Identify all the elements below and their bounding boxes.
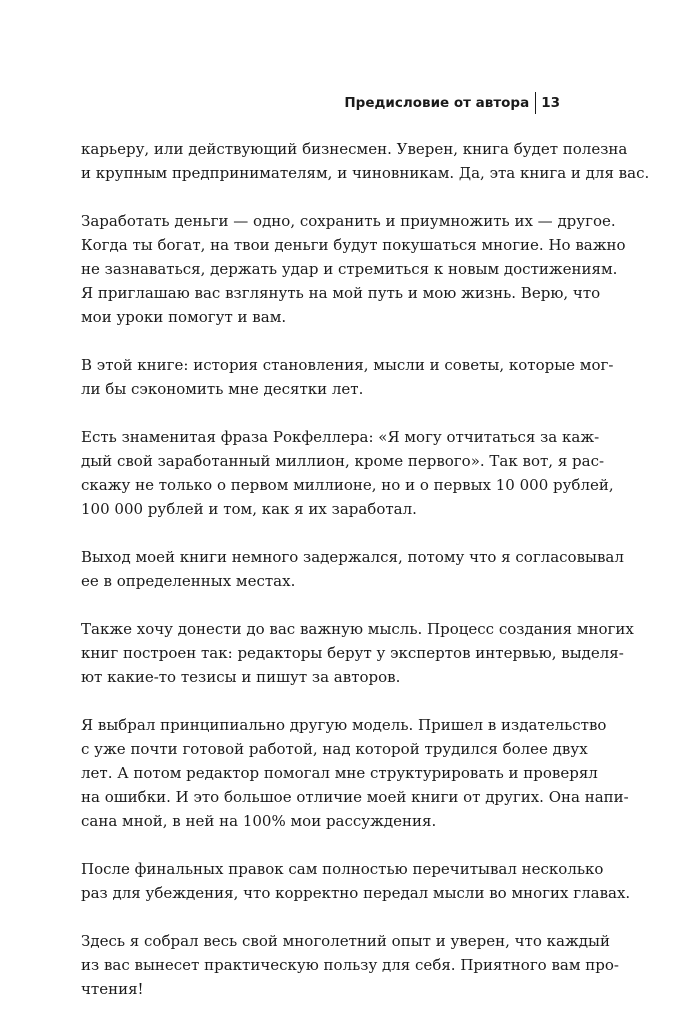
- chapter-title: Предисловие от автора: [344, 95, 530, 111]
- paragraph: [81, 353, 614, 401]
- text-line: из вас вынесет практическую пользу для себя. Приятного вам про-: [81, 956, 619, 974]
- text-line: Я приглашаю вас взглянуть на мой путь и мою жизнь. Верю, что: [81, 284, 601, 302]
- text-line: ли бы сэкономить мне десятки лет.: [81, 380, 364, 398]
- text-line: карьеру, или действующий бизнесмен. Уверен, книга будет полезна: [81, 140, 628, 158]
- text-line: дый свой заработанный миллион, кроме первого». Так вот, я рас-: [81, 452, 605, 470]
- text-line: и крупным предпринимателям, и чиновникам. Да, эта книга и для вас.: [81, 164, 650, 182]
- text-line: Выход моей книги немного задержался, потому что я согласовывал: [81, 548, 624, 566]
- paragraph: [81, 929, 619, 1001]
- page-number: 13: [541, 95, 560, 111]
- running-header: [344, 92, 560, 114]
- body-text: [81, 137, 650, 1025]
- text-line: Есть знаменитая фраза Рокфеллера: «Я могу отчитаться за каж-: [81, 428, 600, 446]
- text-line: сана мной, в ней на 100% мои рассуждения.: [81, 812, 437, 830]
- text-line: скажу не только о первом миллионе, но и о первых 10 000 рублей,: [81, 476, 614, 494]
- text-line: Заработать деньги — одно, сохранить и приумножить их — другое.: [81, 212, 616, 230]
- text-line: Также хочу донести до вас важную мысль. Процесс создания многих: [81, 620, 634, 638]
- text-line: ее в определенных местах.: [81, 572, 296, 590]
- text-line: 100 000 рублей и том, как я их заработал.: [81, 500, 417, 518]
- paragraph: [81, 713, 629, 833]
- text-line: ют какие-то тезисы и пишут за авторов.: [81, 668, 401, 686]
- text-line: Здесь я собрал весь свой многолетний опыт и уверен, что каждый: [81, 932, 610, 950]
- paragraph: [81, 425, 614, 521]
- paragraph: [81, 617, 634, 689]
- text-line: с уже почти готовой работой, над которой трудился более двух: [81, 740, 588, 758]
- header-divider: [535, 92, 536, 114]
- text-line: раз для убеждения, что корректно передал мысли во многих главах.: [81, 884, 631, 902]
- text-line: книг построен так: редакторы берут у экспертов интервью, выделя-: [81, 644, 624, 662]
- text-line: лет. А потом редактор помогал мне структурировать и проверял: [81, 764, 598, 782]
- text-line: не зазнаваться, держать удар и стремиться к новым достижениям.: [81, 260, 618, 278]
- text-line: После финальных правок сам полностью перечитывал несколько: [81, 860, 604, 878]
- text-line: Я выбрал принципиально другую модель. Пришел в издательство: [81, 716, 607, 734]
- text-line: чтения!: [81, 980, 144, 998]
- text-line: В этой книге: история становления, мысли и советы, которые мог-: [81, 356, 614, 374]
- paragraph: [81, 545, 624, 593]
- paragraph: [81, 209, 626, 329]
- paragraph: [81, 137, 650, 185]
- paragraph: [81, 857, 631, 905]
- text-line: Когда ты богат, на твои деньги будут покушаться многие. Но важно: [81, 236, 626, 254]
- text-line: мои уроки помогут и вам.: [81, 308, 287, 326]
- text-line: на ошибки. И это большое отличие моей книги от других. Она напи-: [81, 788, 629, 806]
